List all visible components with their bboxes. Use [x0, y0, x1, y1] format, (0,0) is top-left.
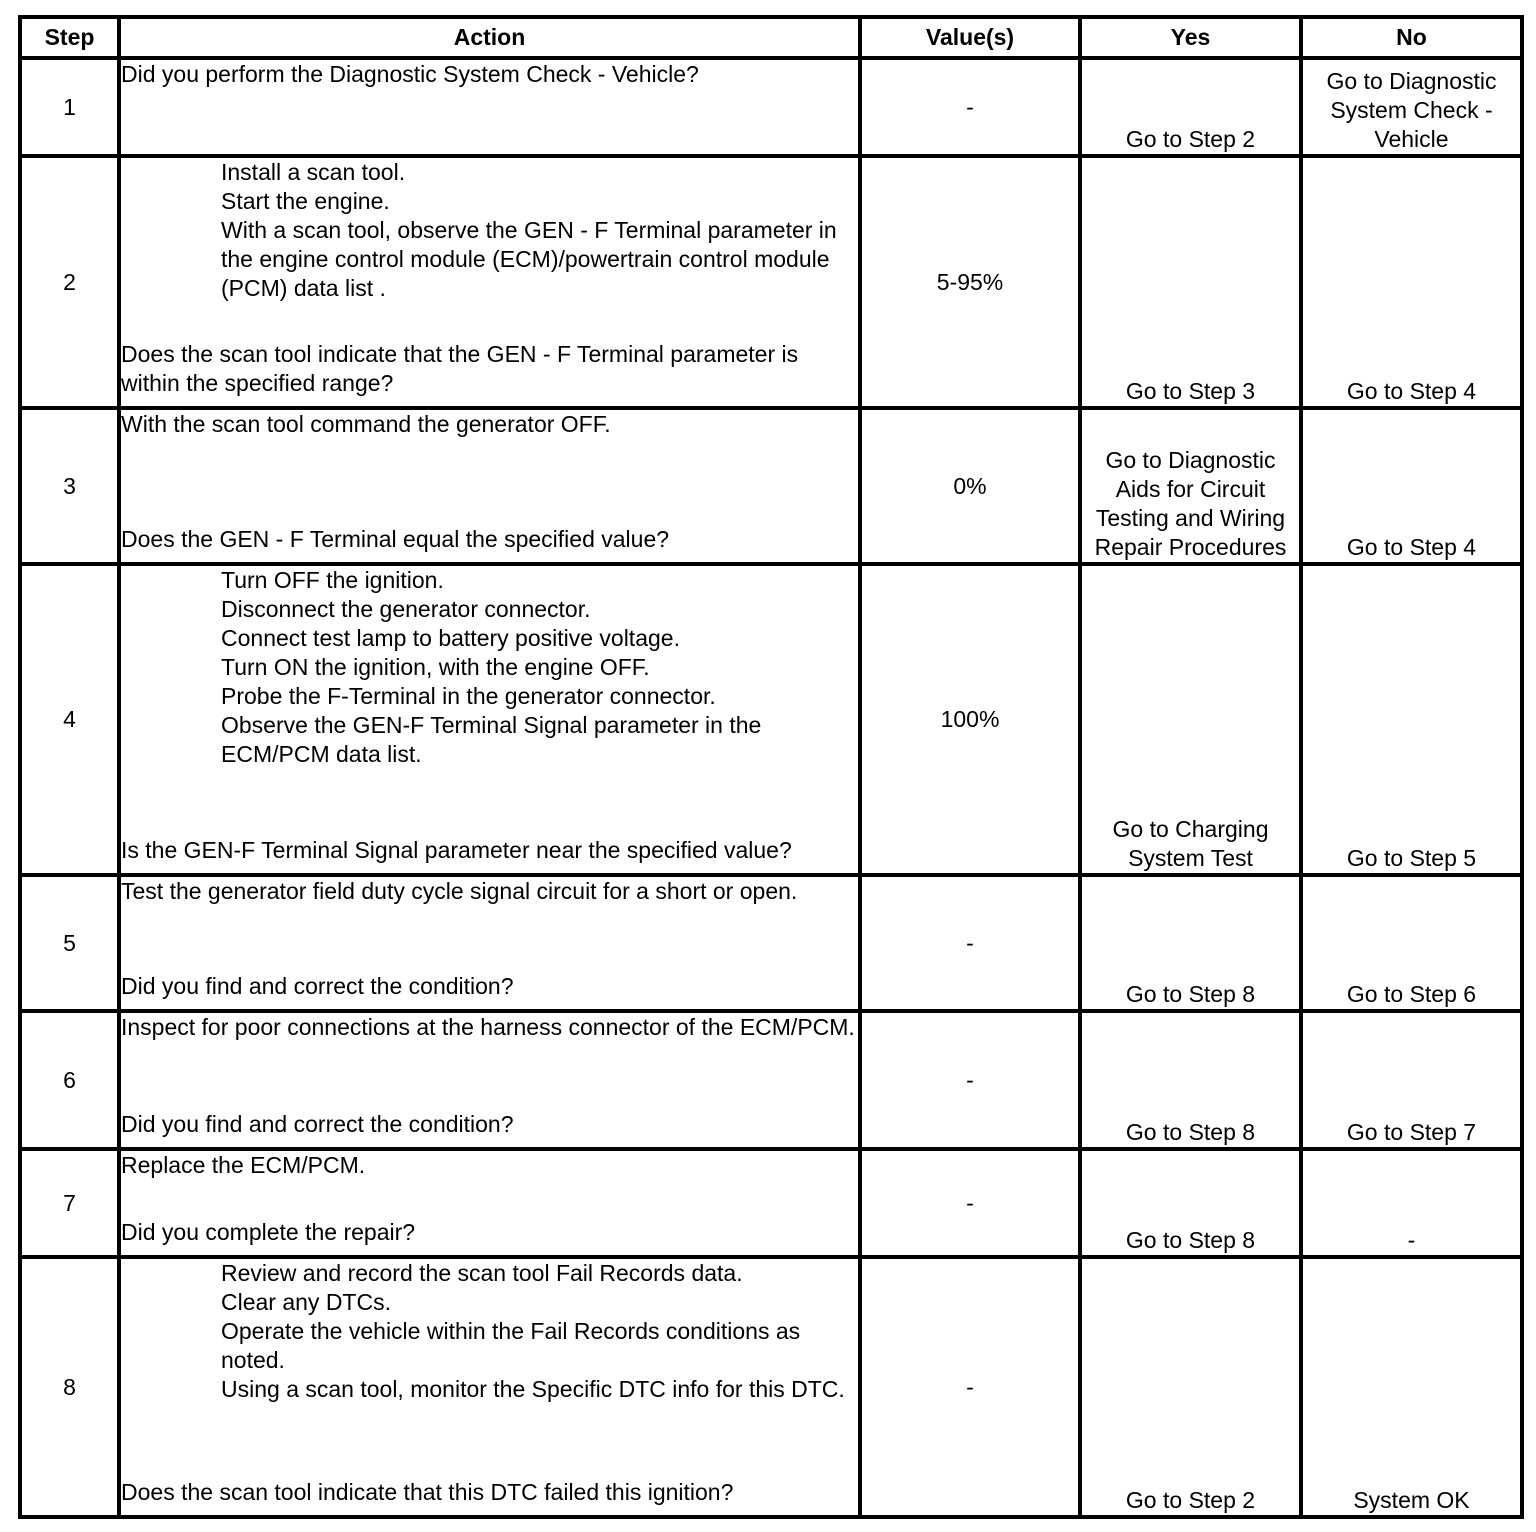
no-cell: System OK	[1301, 1257, 1522, 1517]
action-text: With the scan tool command the generator OFF.	[121, 411, 611, 437]
action-cell	[119, 408, 860, 564]
action-question: Does the scan tool indicate that the GEN - F Terminal parameter is within the specified range?	[121, 341, 799, 396]
table-row	[20, 1011, 1522, 1149]
table-row	[20, 58, 1522, 156]
action-step-item: Using a scan tool, monitor the Specific DTC info for this DTC.	[221, 1376, 845, 1402]
value-cell: 5-95%	[860, 156, 1080, 408]
action-step-item: Install a scan tool.	[221, 159, 406, 185]
step-number: 4	[20, 564, 119, 875]
action-step-item: With a scan tool, observe the GEN - F Terminal parameter in the engine control module (ECM)/powertrain control module (PCM) data list .	[221, 217, 837, 301]
yes-cell: Go to Step 8	[1080, 1011, 1301, 1149]
no-cell: Go to Step 4	[1301, 156, 1522, 408]
action-content	[121, 566, 858, 865]
action-spacer	[121, 439, 858, 525]
step-number: 5	[20, 875, 119, 1011]
action-step-item: Observe the GEN-F Terminal Signal parameter in the ECM/PCM data list.	[221, 712, 762, 767]
step-number: 8	[20, 1257, 119, 1517]
header-row	[20, 17, 1522, 58]
step-number: 1	[20, 58, 119, 156]
action-content	[121, 1151, 858, 1247]
action-steps-list	[121, 158, 858, 303]
table-row	[20, 156, 1522, 408]
yes-cell: Go to Step 2	[1080, 1257, 1301, 1517]
yes-cell: Go to Diagnostic Aids for Circuit Testing and Wiring Repair Procedures	[1080, 408, 1301, 564]
header-action: Action	[119, 17, 860, 58]
action-text: Test the generator field duty cycle signal circuit for a short or open.	[121, 878, 798, 904]
yes-cell: Go to Step 8	[1080, 875, 1301, 1011]
yes-cell: Go to Step 3	[1080, 156, 1301, 408]
action-spacer	[121, 1404, 858, 1478]
action-question: Is the GEN-F Terminal Signal parameter near the specified value?	[121, 837, 792, 863]
step-number: 7	[20, 1149, 119, 1257]
action-content	[121, 410, 858, 554]
action-step-item: Start the engine.	[221, 188, 390, 214]
action-cell	[119, 156, 860, 408]
value-cell: -	[860, 1011, 1080, 1149]
action-step-item: Turn OFF the ignition.	[221, 567, 444, 593]
action-step-item: Connect test lamp to battery positive voltage.	[221, 625, 680, 651]
no-cell: Go to Step 5	[1301, 564, 1522, 875]
no-cell: Go to Diagnostic System Check - Vehicle	[1301, 58, 1522, 156]
no-cell: Go to Step 7	[1301, 1011, 1522, 1149]
yes-cell: Go to Step 2	[1080, 58, 1301, 156]
action-question: Did you find and correct the condition?	[121, 973, 514, 999]
step-number: 6	[20, 1011, 119, 1149]
action-question: Does the scan tool indicate that this DTC failed this ignition?	[121, 1479, 734, 1505]
action-cell	[119, 1257, 860, 1517]
action-content	[121, 60, 858, 146]
action-spacer	[121, 1180, 858, 1218]
header-yes: Yes	[1080, 17, 1301, 58]
action-text: Replace the ECM/PCM.	[121, 1152, 366, 1178]
action-cell	[119, 564, 860, 875]
yes-cell: Go to Charging System Test	[1080, 564, 1301, 875]
action-question: Does the GEN - F Terminal equal the specified value?	[121, 526, 670, 552]
no-cell: Go to Step 4	[1301, 408, 1522, 564]
action-step-item: Review and record the scan tool Fail Records data.	[221, 1260, 743, 1286]
diagnostic-table	[18, 15, 1524, 1519]
value-cell: -	[860, 58, 1080, 156]
action-steps-list	[121, 566, 858, 769]
value-cell: 0%	[860, 408, 1080, 564]
action-text: Did you perform the Diagnostic System Check - Vehicle?	[121, 61, 699, 87]
table-row	[20, 1149, 1522, 1257]
action-content	[121, 158, 858, 398]
action-content	[121, 877, 858, 1001]
header-no: No	[1301, 17, 1522, 58]
action-cell	[119, 875, 860, 1011]
header-values: Value(s)	[860, 17, 1080, 58]
action-step-item: Operate the vehicle within the Fail Records conditions as noted.	[221, 1318, 801, 1373]
action-step-item: Turn ON the ignition, with the engine OFF.	[221, 654, 650, 680]
action-spacer	[121, 906, 858, 972]
action-steps-list	[121, 1259, 858, 1404]
table-body	[20, 58, 1522, 1517]
step-number: 3	[20, 408, 119, 564]
action-cell	[119, 58, 860, 156]
value-cell: -	[860, 1149, 1080, 1257]
yes-cell: Go to Step 8	[1080, 1149, 1301, 1257]
table-row	[20, 875, 1522, 1011]
value-cell: -	[860, 875, 1080, 1011]
action-question: Did you complete the repair?	[121, 1219, 416, 1245]
action-step-item: Clear any DTCs.	[221, 1289, 391, 1315]
table-row	[20, 408, 1522, 564]
action-spacer	[121, 1042, 858, 1110]
action-question: Did you find and correct the condition?	[121, 1111, 514, 1137]
action-content	[121, 1259, 858, 1507]
table-row	[20, 1257, 1522, 1517]
action-content	[121, 1013, 858, 1139]
value-cell: -	[860, 1257, 1080, 1517]
action-step-item: Probe the F-Terminal in the generator connector.	[221, 683, 716, 709]
no-cell: Go to Step 6	[1301, 875, 1522, 1011]
action-text: Inspect for poor connections at the harness connector of the ECM/PCM.	[121, 1014, 855, 1040]
action-spacer	[121, 769, 858, 836]
action-step-item: Disconnect the generator connector.	[221, 596, 591, 622]
no-cell: -	[1301, 1149, 1522, 1257]
action-spacer	[121, 303, 858, 340]
action-cell	[119, 1011, 860, 1149]
value-cell: 100%	[860, 564, 1080, 875]
action-cell	[119, 1149, 860, 1257]
table-row	[20, 564, 1522, 875]
header-step: Step	[20, 17, 119, 58]
step-number: 2	[20, 156, 119, 408]
